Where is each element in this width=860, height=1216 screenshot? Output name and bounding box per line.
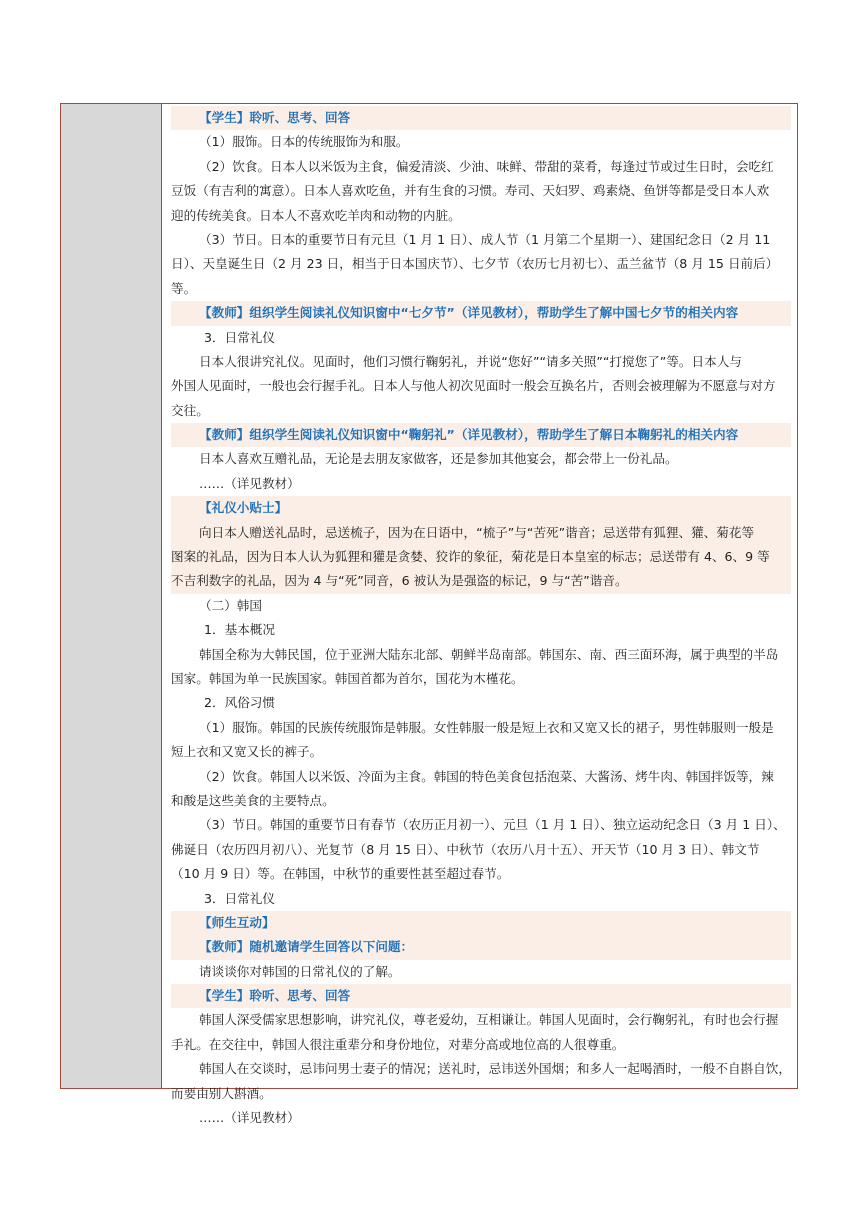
text-line: 图案的礼品，因为日本人认为狐狸和獾是贪婪、狡诈的象征，菊花是日本皇室的标志；忌送带有 4、6、9 等 [171, 545, 791, 569]
text-line: 日本人很讲究礼仪。见面时，他们习惯行鞠躬礼，并说“您好”“请多关照”“打搅您了”等。日本人与 [199, 353, 742, 369]
text-line: 短上衣和又宽又长的裤子。 [171, 744, 323, 760]
text-line: 等。 [171, 280, 197, 296]
text-line: 豆饭（有吉利的寓意）。日本人喜欢吃鱼，并有生食的习惯。寿司、天妇罗、鸡素烧、鱼饼等都是受日本人欢 [171, 183, 770, 199]
text-line: 3．日常礼仪 [204, 890, 275, 906]
text-line: （1）服饰。日本的传统服饰为和服。 [199, 134, 409, 150]
text-line: ……（详见教材） [199, 1110, 300, 1126]
lesson-table [60, 103, 798, 1126]
text-line: 而要由别人斟酒。 [171, 1085, 272, 1101]
text-line: 1．基本概况 [204, 622, 275, 638]
text-line: 佛诞日（农历四月初八）、光复节（8 月 15 日）、中秋节（农历八月十五）、开天节（10 月 3 日）、韩文节 [171, 841, 760, 857]
content-cell [162, 104, 797, 1126]
text-line: 外国人见面时，一般也会行握手礼。日本人与他人初次见面时一般会互换名片，否则会被理解为不愿意与对方 [171, 378, 776, 394]
text-line: 请谈谈你对韩国的日常礼仪的了解。 [199, 963, 401, 979]
text-line: 3．日常礼仪 [204, 329, 275, 345]
highlight-line: 【学生】聆听、思考、回答 [171, 984, 791, 1008]
text-line: （2）饮食。日本人以米饭为主食，偏爱清淡、少油、味鲜、带甜的菜肴，每逢过节或过生日时，会吃红 [199, 158, 774, 174]
text-line: （10 月 9 日）等。在韩国，中秋节的重要性甚至超过春节。 [171, 866, 510, 882]
text-line: 手礼。在交往中，韩国人很注重辈分和身份地位，对辈分高或地位高的人很尊重。 [171, 1036, 625, 1052]
text-line: ……（详见教材） [199, 475, 300, 491]
text-line: （3）节日。韩国的重要节日有春节（农历正月初一）、元旦（1 月 1 日）、独立运动纪念日（3 月 1 日）、 [199, 817, 786, 833]
text-line: 日本人喜欢互赠礼品，无论是去朋友家做客，还是参加其他宴会，都会带上一份礼品。 [199, 451, 678, 467]
text-line: （二）韩国 [199, 597, 262, 613]
text-line: （3）节日。日本的重要节日有元旦（1 月 1 日）、成人节（1 月第二个星期一）、建国纪念日（2 月 11 [199, 231, 771, 247]
highlight-line: 【学生】聆听、思考、回答 [171, 106, 791, 130]
left-column [61, 104, 162, 1088]
text-line: 韩国人在交谈时，忌讳问男士妻子的情况；送礼时，忌讳送外国烟；和多人一起喝酒时，一般不自斟自饮， [199, 1061, 791, 1077]
text-line: 交往。 [171, 402, 209, 418]
text-line: 日）、天皇诞生日（2 月 23 日，相当于日本国庆节）、七夕节（农历七月初七）、盂兰盆节（8 月 15 日前后） [171, 256, 779, 272]
text-line: 不吉利数字的礼品，因为 4 与“死”同音，6 被认为是强盗的标记，9 与“苦”谐音。 [171, 569, 791, 593]
text-line: 2．风俗习惯 [204, 695, 275, 711]
text-line: 向日本人赠送礼品时，忌送梳子，因为在日语中，“梳子”与“苦死”谐音；忌送带有狐狸、獾、菊花等 [171, 521, 791, 545]
highlight-line: 【教师】组织学生阅读礼仪知识窗中“鞠躬礼”（详见教材），帮助学生了解日本鞠躬礼的相关内容 [171, 423, 791, 447]
highlight-line: 【师生互动】 [171, 911, 791, 935]
highlight-line: 【礼仪小贴士】 [171, 496, 791, 520]
text-line: 迎的传统美食。日本人不喜欢吃羊肉和动物的内脏。 [171, 207, 461, 223]
text-line: 韩国全称为大韩民国，位于亚洲大陆东北部、朝鲜半岛南部。韩国东、南、西三面环海，属于典型的半岛 [199, 646, 779, 662]
text-line: （1）服饰。韩国的民族传统服饰是韩服。女性韩服一般是短上衣和又宽又长的裙子，男性韩服则一般是 [199, 719, 774, 735]
highlight-line: 【教师】组织学生阅读礼仪知识窗中“七夕节”（详见教材），帮助学生了解中国七夕节的相关内容 [171, 301, 791, 325]
text-line: 韩国人深受儒家思想影响，讲究礼仪，尊老爱幼，互相谦让。韩国人见面时，会行鞠躬礼，有时也会行握 [199, 1012, 779, 1028]
text-line: 国家。韩国为单一民族国家。韩国首都为首尔，国花为木槿花。 [171, 670, 524, 686]
highlight-line: 【教师】随机邀请学生回答以下问题： [171, 935, 791, 959]
text-line: 和酸是这些美食的主要特点。 [171, 792, 335, 808]
text-line: （2）饮食。韩国人以米饭、冷面为主食。韩国的特色美食包括泡菜、大酱汤、烤牛肉、韩国拌饭等，辣 [199, 768, 774, 784]
